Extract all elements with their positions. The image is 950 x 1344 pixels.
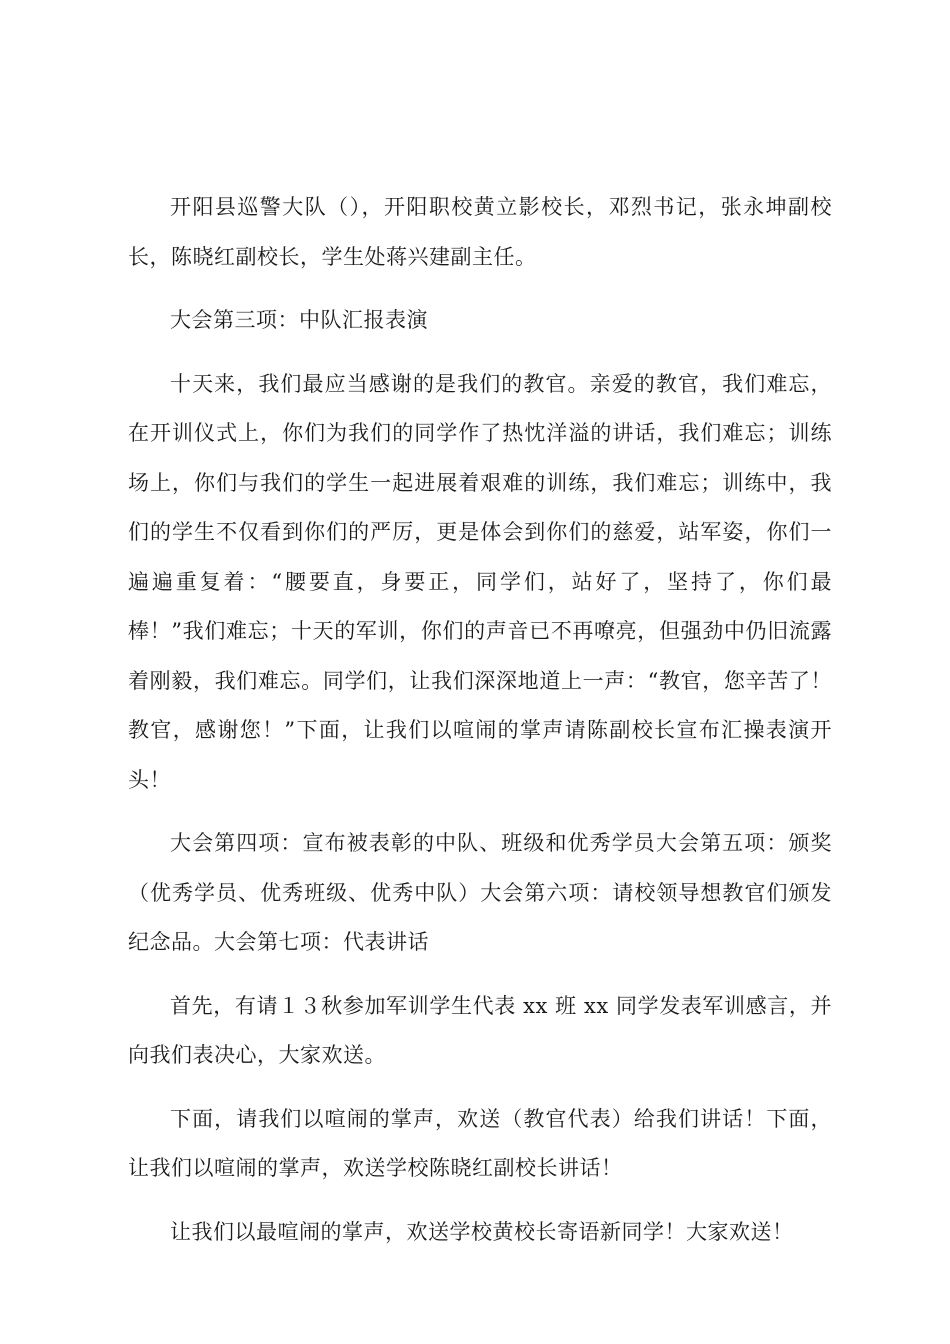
paragraph-item-three: 大会第三项：中队汇报表演 xyxy=(170,308,428,332)
paragraph-student-representative: 首先，有请１３秋参加军训学生代表 xx 班 xx 同学发表军训感言，并向我们表决心，大家欢送。 xyxy=(128,993,832,1067)
document-page xyxy=(128,183,832,1271)
paragraph-attendees: 开阳县巡警大队（），开阳职校黄立影校长，邓烈书记，张永坤副校长，陈晓红副校长，学生处蒋兴建副主任。 xyxy=(128,195,832,269)
paragraph-thanks-instructors: 十天来，我们最应当感谢的是我们的教官。亲爱的教官，我们难忘，在开训仪式上，你们为我们的同学作了热忱洋溢的讲话，我们难忘；训练场上，你们与我们的学生一起进展着艰难的训练，我们难忘；训练中，我们的学生不仅看到你们的严厉，更是体会到你们的慈爱，站军姿，你们一遍遍重复着：“腰要直，身要正，同学们，站好了，坚持了，你们最棒！”我们难忘；十天的军训，你们的声音已不再嘹亮，但强劲中仍旧流露着刚毅，我们难忘。同学们，让我们深深地道上一声：“教官，您辛苦了！教官，感谢您！”下面，让我们以喧闹的掌声请陈副校长宣布汇操表演开头！ xyxy=(128,371,832,792)
paragraph-principal-message: 让我们以最喧闹的掌声，欢送学校黄校长寄语新同学！大家欢送！ xyxy=(170,1219,794,1244)
paragraph-items-four-to-seven: 大会第四项：宣布被表彰的中队、班级和优秀学员大会第五项：颁奖（优秀学员、优秀班级、优秀中队）大会第六项：请校领导想教官们颁发纪念品。大会第七项：代表讲话 xyxy=(128,831,832,954)
paragraph-instructor-speech: 下面，请我们以喧闹的掌声，欢送（教官代表）给我们讲话！下面，让我们以喧闹的掌声，欢送学校陈晓红副校长讲话！ xyxy=(128,1106,832,1180)
